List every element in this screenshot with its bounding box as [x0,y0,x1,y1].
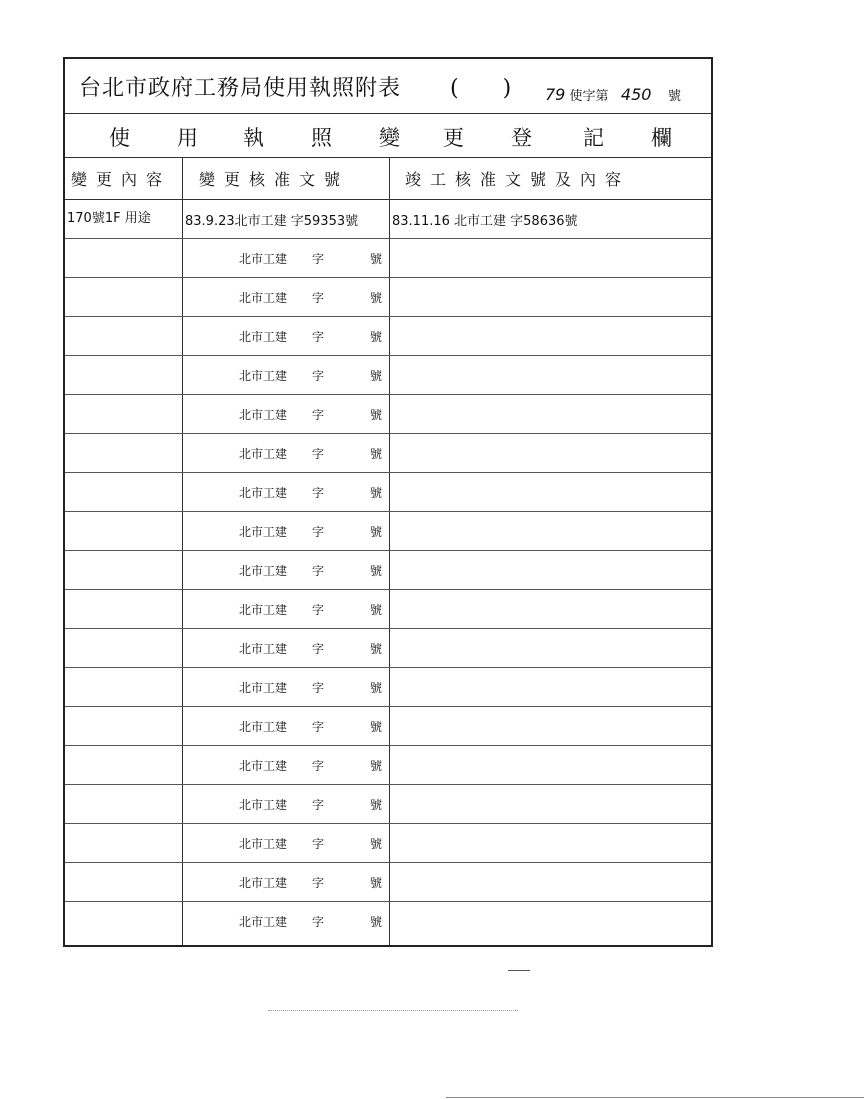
change-doc-cell [182,668,389,706]
doc-hao-label: 號 [370,602,383,617]
change-doc-cell [182,434,389,472]
change-doc-cell [182,200,389,238]
section-title-char: 照 [311,126,332,150]
change-content-cell [65,317,180,355]
table-row [65,356,711,395]
completion-doc-cell [389,551,718,589]
table-row [65,551,711,590]
doc-prefix-label: 北市工建 [239,719,288,734]
header-change-content: 變更內容 [71,170,172,189]
column-header-row [65,158,711,200]
doc-prefix-label: 北市工建 [239,368,288,383]
change-content-cell [65,512,180,550]
doc-zi-label: 字 [312,485,325,500]
section-title-char: 使 [109,126,130,150]
doc-prefix-label: 北市工建 [239,329,288,344]
doc-prefix-label: 北市工建 [239,524,288,539]
doc-hao-label: 號 [370,251,383,266]
completion-doc-cell [389,590,718,628]
doc-prefix-label: 北市工建 [239,797,288,812]
scan-mark [508,970,530,971]
scan-dotted-line [268,1010,518,1011]
doc-hao-label: 號 [370,797,383,812]
table-row [65,512,711,551]
change-doc-cell [182,551,389,589]
completion-doc-cell [389,707,718,745]
change-content-cell [65,590,180,628]
table-row [65,668,711,707]
doc-hao-label: 號 [370,524,383,539]
change-doc-cell [182,590,389,628]
completion-doc-cell: 83.11.16 北市工建 字58636號 [392,213,578,229]
table-row [65,902,711,941]
doc-prefix-label: 北市工建 [239,251,288,266]
change-content-cell [65,395,180,433]
doc-hao-label: 號 [370,758,383,773]
form-title-parenthesis: ( ) [450,76,512,101]
doc-zi-label: 字 [312,602,325,617]
doc-zi-label: 字 [312,758,325,773]
table-row [65,824,711,863]
change-content-cell: 170號1F 用途 [67,211,151,226]
change-content-cell [65,824,180,862]
doc-hao-label: 號 [370,641,383,656]
doc-zi-label: 字 [312,680,325,695]
change-content-cell [65,473,180,511]
header-change-doc: 變更核准文號 [199,170,350,189]
table-row [65,239,711,278]
completion-doc-cell [389,278,718,316]
change-doc-cell [182,707,389,745]
change-content-cell [65,902,180,941]
doc-hao-label: 號 [370,875,383,890]
change-doc-cell [182,746,389,784]
doc-hao-label: 號 [370,563,383,578]
doc-prefix-label: 北市工建 [239,641,288,656]
change-doc-cell [182,395,389,433]
doc-prefix-label: 北市工建 [239,446,288,461]
change-content-cell [65,863,180,901]
doc-hao-label: 號 [370,329,383,344]
doc-zi-label: 字 [312,290,325,305]
completion-doc-cell [389,746,718,784]
section-title-char: 登 [511,126,532,150]
change-content-cell [65,668,180,706]
table-row [65,785,711,824]
form-title: 台北市政府工務局使用執照附表 [79,76,402,101]
doc-hao-label: 號 [370,485,383,500]
change-doc-cell [182,824,389,862]
change-doc-cell [182,356,389,394]
completion-doc-cell [389,512,718,550]
scan-edge-line [446,1097,864,1098]
section-title-char: 執 [243,126,264,150]
license-hao: 號 [668,89,682,104]
doc-prefix-label: 北市工建 [239,407,288,422]
doc-hao-label: 號 [370,719,383,734]
doc-prefix-label: 北市工建 [239,836,288,851]
doc-prefix-label: 北市工建 [239,290,288,305]
license-word: 使字第 [569,89,609,104]
doc-zi-label: 字 [312,641,325,656]
completion-doc-cell [389,239,718,277]
doc-prefix-label: 北市工建 [239,758,288,773]
doc-hao-label: 號 [370,836,383,851]
table-row [65,629,711,668]
license-year: 79 [545,85,566,104]
doc-zi-label: 字 [312,875,325,890]
doc-prefix-label: 北市工建 [239,915,288,929]
section-title-char: 記 [583,126,604,150]
change-content-cell [65,551,180,589]
change-content-cell [65,629,180,667]
change-doc-value: 83.9.23北市工建 字59353號 [185,213,359,229]
completion-doc-cell [389,668,718,706]
completion-doc-cell [389,317,718,355]
doc-hao-label: 號 [370,290,383,305]
license-number-value: 450 [620,85,652,104]
change-doc-cell [182,278,389,316]
table-row [65,590,711,629]
table-row [65,317,711,356]
doc-hao-label: 號 [370,446,383,461]
table-row [65,473,711,512]
table-row [65,863,711,902]
change-doc-cell [182,785,389,823]
doc-zi-label: 字 [312,836,325,851]
header-completion-doc: 竣工核准文號及內容 [405,170,631,189]
table-row [65,200,711,239]
section-title-char: 用 [177,126,198,150]
section-title-char: 變 [379,126,400,150]
change-content-cell [65,239,180,277]
doc-hao-label: 號 [370,368,383,383]
completion-doc-cell [389,824,718,862]
doc-prefix-label: 北市工建 [239,875,288,890]
change-doc-cell [182,902,389,941]
change-doc-cell [182,317,389,355]
change-doc-cell [182,239,389,277]
table-row [65,434,711,473]
table-row [65,278,711,317]
change-doc-cell [182,473,389,511]
doc-prefix-label: 北市工建 [239,602,288,617]
doc-zi-label: 字 [312,446,325,461]
change-content-cell [65,356,180,394]
section-title-row [65,114,711,158]
doc-zi-label: 字 [312,368,325,383]
completion-doc-cell [389,629,718,667]
table-row [65,707,711,746]
title-row [65,59,711,114]
change-content-cell [65,785,180,823]
completion-doc-cell [389,434,718,472]
doc-zi-label: 字 [312,915,325,929]
doc-zi-label: 字 [312,329,325,344]
completion-doc-cell [389,356,718,394]
doc-zi-label: 字 [312,719,325,734]
table-row [65,746,711,785]
doc-hao-label: 號 [370,407,383,422]
change-doc-cell [182,629,389,667]
change-doc-cell [182,512,389,550]
license-attachment-form [63,57,713,947]
completion-doc-cell [389,395,718,433]
doc-hao-label: 號 [370,680,383,695]
change-content-cell [65,746,180,784]
doc-zi-label: 字 [312,251,325,266]
completion-doc-cell [389,785,718,823]
completion-doc-cell [389,902,718,941]
license-number [545,85,681,104]
doc-prefix-label: 北市工建 [239,485,288,500]
doc-zi-label: 字 [312,797,325,812]
completion-doc-cell [389,473,718,511]
doc-prefix-label: 北市工建 [239,563,288,578]
change-content-cell [65,278,180,316]
doc-hao-label: 號 [370,915,383,929]
completion-doc-cell [389,863,718,901]
change-doc-cell [182,863,389,901]
doc-zi-label: 字 [312,524,325,539]
table-row [65,395,711,434]
section-title-char: 更 [443,126,464,150]
section-title-char: 欄 [651,126,672,150]
change-content-cell [65,434,180,472]
doc-zi-label: 字 [312,407,325,422]
change-content-cell [65,707,180,745]
doc-prefix-label: 北市工建 [239,680,288,695]
doc-zi-label: 字 [312,563,325,578]
